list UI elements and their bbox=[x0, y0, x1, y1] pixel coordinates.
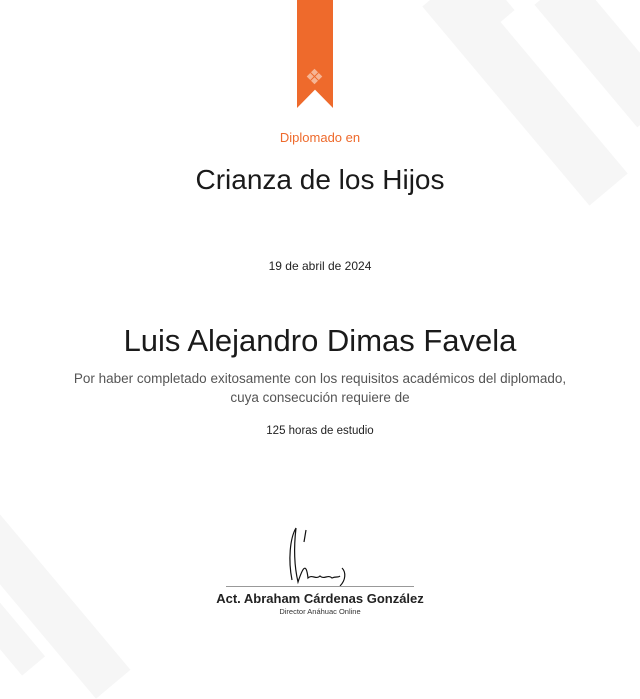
issue-date: 19 de abril de 2024 bbox=[268, 259, 372, 273]
description-line-1: Por haber completado exitosamente con los requisitos académicos del diplomado, bbox=[73, 371, 567, 386]
signer-name: Act. Abraham Cárdenas González bbox=[216, 591, 424, 606]
certificate-description bbox=[0, 369, 640, 407]
recipient-name: Luis Alejandro Dimas Favela bbox=[123, 323, 517, 358]
study-hours: 125 horas de estudio bbox=[266, 425, 374, 437]
program-title: Crianza de los Hijos bbox=[195, 164, 445, 195]
description-line-2: cuya consecución requiere de bbox=[230, 390, 410, 405]
ribbon-bookmark-icon bbox=[297, 0, 333, 108]
signature-line bbox=[226, 586, 414, 587]
signature-icon bbox=[282, 520, 352, 588]
signer-title: Director Anáhuac Online bbox=[279, 607, 361, 616]
program-label: Diplomado en bbox=[279, 130, 361, 145]
